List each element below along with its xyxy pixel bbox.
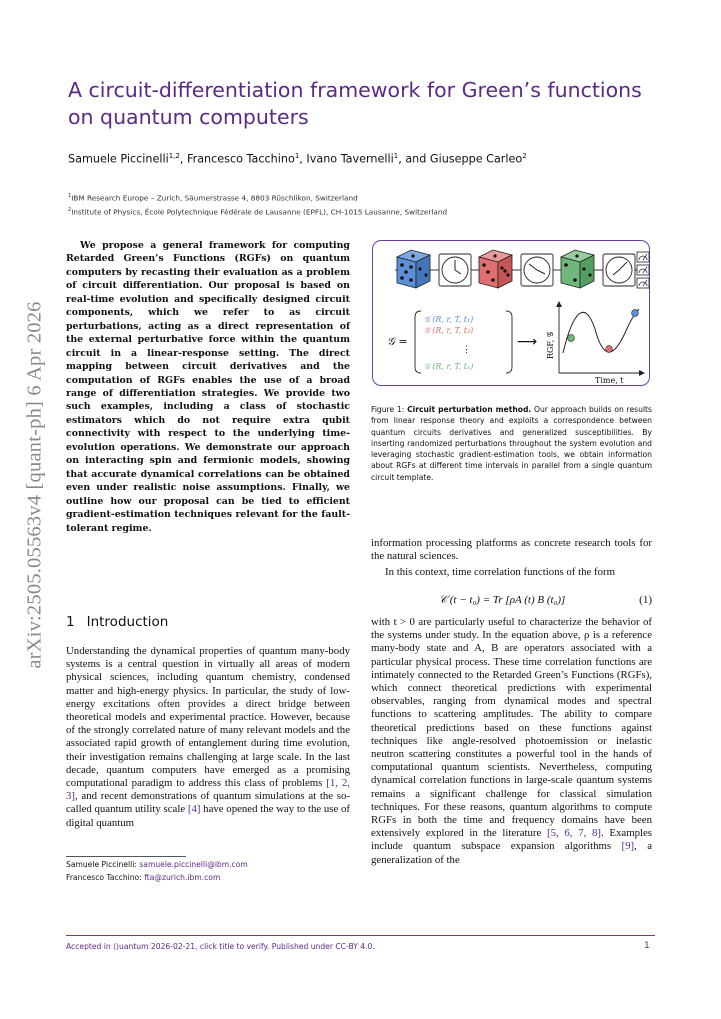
- y-axis-arrowhead: [556, 301, 562, 307]
- body-paragraph: In this context, time correlation functions of the form: [385, 566, 615, 578]
- section-number: 1: [66, 614, 75, 630]
- paragraph-text: with t > 0 are particularly useful to characterize the behavior of the systems under study. In the equation above, ρ is a reference many-body state and A, B are operators associated with a particular physical process. These time correlation functions are intimately connected to the Retarded Green’s Functions (RGFs), which connect theoretical predictions with experimental observables, ranging from dynamical modes and spectral functions to scattering amplitudes. The ability to compare theoretical predictions based on these functions against techniques like angle-resolved photoemission or inelastic neutron scattering constitutes a powerful tool in the hands of computational quantum scientists. Nevertheless, computing dynamical correlation functions in large-scale quantum systems remains a significant challenge for classical simulation techniques. For these reasons, quantum algorithms to compute RGFs in both the time and frequency domains have been extensively explored in the literature: [371, 616, 652, 840]
- arxiv-stamp-text: arXiv:2505.05563v4 [quant-ph] 6 Apr 2026: [23, 301, 46, 669]
- email-link[interactable]: samuele.piccinelli@ibm.com: [139, 860, 248, 869]
- blue-time-point: [632, 310, 639, 317]
- vector-entry-t1: 𝒢 (R, r, T, t₁): [424, 315, 474, 324]
- x-axis-arrowhead: [639, 370, 645, 376]
- citation-link[interactable]: [1, 2, 3]: [66, 777, 350, 803]
- author-affiliation-marker: 2: [522, 152, 527, 160]
- author-affiliation-marker: 1,2: [168, 152, 180, 160]
- email-link[interactable]: fta@zurich.ibm.com: [144, 873, 221, 882]
- author-name: Francesco Tacchino: [186, 152, 295, 166]
- author-name: Ivano Tavernelli: [306, 152, 394, 166]
- footnote-label: Samuele Piccinelli:: [66, 860, 140, 869]
- affiliation-text: IBM Research Europe – Zurich, Säumerstrasse 4, 8803 Rüschlikon, Switzerland: [71, 193, 358, 203]
- arxiv-identifier-stamp: [20, 290, 50, 680]
- paragraph-text: . Examples include quantum subspace expansion algorithms: [371, 827, 652, 853]
- caption-text: Our approach builds on results from linear response theory and exploits a correspondence between quantum circuits derivatives and generalized susceptibilities. By inserting randomized perturbations throughout the system evolution and leveraging stochastic gradient-estimation tools, we obtain information about RGFs at different time intervals in parallel from a single quantum circuit template.: [371, 405, 652, 482]
- introduction-paragraph: [66, 645, 350, 830]
- equation-number: (1): [639, 594, 652, 606]
- affiliation-line: [68, 193, 668, 202]
- abstract: We propose a general framework for computing Retarded Green’s Functions (RGFs) on quantum computers by recasting their evaluation as a problem of circuit differentiation. Our proposal is based on real-time evolution and specifically designed circuit components, which we refer to as circuit perturbations, acting as a direct representation of the external perturbative force within the quantum circuit in a linear-response setting. The direct mapping between circuit derivatives and the computation of RGFs enables the use of a broad range of differentiation strategies. We provide two such examples, including a class of stochastic estimators which do not require extra qubit connectivity with respect to the underlying time-evolution operations. We demonstrate our approach on interacting spin and fermionic models, showing that accurate dynamical correlations can be obtained even under realistic noise assumptions. Finally, we outline how our proposal can be tied to efficient gradient-estimation techniques relevant for the fault-tolerant regime.: [66, 240, 350, 534]
- rgf-curve: [563, 309, 639, 353]
- citation-link[interactable]: [5, 6, 7, 8]: [547, 827, 602, 840]
- author-separator: ,: [299, 152, 307, 166]
- page-number: 1: [644, 941, 650, 951]
- figure-1: [372, 240, 650, 386]
- author-name: Giuseppe Carleo: [429, 152, 523, 166]
- g-equals-symbol: 𝒢 =: [387, 335, 408, 348]
- footnote-divider: [66, 856, 186, 857]
- body-paragraph: [371, 616, 652, 867]
- affiliation-marker: 2: [68, 207, 72, 213]
- paragraph-text: have opened the way to the use of digital quantum: [66, 803, 350, 829]
- caption-title: Circuit perturbation method.: [407, 405, 532, 414]
- time-evolution-clock-icon: [439, 254, 471, 286]
- author-name: Samuele Piccinelli: [68, 152, 169, 166]
- equation-1: [371, 594, 652, 610]
- citation-link[interactable]: [9]: [621, 840, 635, 853]
- section-heading-introduction: [66, 614, 168, 630]
- figure-caption: [371, 404, 652, 483]
- footer-acceptance-note[interactable]: Accepted in ⟨⟩uantum 2026-02-21, click title to verify. Published under CC-BY 4.0.: [66, 942, 375, 951]
- plot-x-label: Time, t: [595, 376, 624, 385]
- body-paragraph: information processing platforms as concrete research tools for the natural sciences.: [371, 537, 652, 563]
- vector-entry-t2: 𝒢 (R, r, T, t₂): [424, 326, 474, 335]
- affiliation-text: Institute of Physics, École Polytechnique Fédérale de Lausanne (EPFL), CH-1015 Lausanne, Switzerland: [71, 207, 448, 217]
- time-evolution-clock-icon: [521, 254, 553, 286]
- vector-ellipsis: ⋮: [462, 345, 471, 355]
- paper-title[interactable]: A circuit-differentiation framework for Green’s functions on quantum computers: [68, 78, 642, 129]
- measurement-meter-icon: [637, 252, 649, 288]
- author-affiliation-marker: 1: [393, 152, 399, 160]
- author-list: [68, 152, 668, 166]
- author-separator: ,: [179, 152, 187, 166]
- blue-dice-icon: [397, 250, 430, 288]
- equation-body: 𝒞 (t − t₀) = Tr [ρA (t) B (t₀)]: [439, 594, 566, 606]
- author-affiliation-marker: 1: [294, 152, 300, 160]
- maps-to-arrow: ⟶: [517, 334, 538, 350]
- citation-link[interactable]: [4]: [187, 803, 201, 816]
- green-dice-icon: [561, 250, 594, 288]
- footnote-label: Francesco Tacchino:: [66, 873, 145, 882]
- paragraph-text: , a generalization of the: [371, 840, 652, 866]
- vector-right-bracket: [506, 311, 512, 373]
- footer-divider: [66, 935, 655, 936]
- paragraph-text: Understanding the dynamical properties of quantum many-body systems is a central question in virtually all areas of modern physical sciences, including quantum chemistry, condensed matter and high-energy physics. In particular, the study of low-energy excitations often provides a direct bridge between theoretical models and experimental practice. However, because of the strongly correlated nature of many relevant models and the associated rapid growth of entanglement during time evolution, their investigation remains challenging at large scale. In the last decade, quantum computers have emerged as a promising computational paradigm to address this class of problems: [66, 645, 350, 790]
- time-evolution-clock-icon: [603, 254, 635, 286]
- affiliation-line: [68, 207, 668, 216]
- red-time-point: [606, 346, 613, 353]
- section-title: Introduction: [86, 614, 169, 630]
- plot-y-label: RGF, 𝒢: [546, 331, 555, 359]
- vector-entry-tn: 𝒢 (R, r, T, tₙ): [424, 362, 474, 371]
- footnote-contact: [66, 873, 350, 882]
- red-dice-icon: [479, 250, 512, 288]
- vector-left-bracket: [415, 311, 421, 373]
- paragraph-text: , and recent demonstrations of quantum simulations at the so-called quantum utility scale: [66, 790, 350, 816]
- circuit-perturbation-figure: [373, 241, 651, 387]
- caption-label: Figure 1:: [371, 405, 408, 414]
- author-separator: , and: [398, 152, 430, 166]
- green-time-point: [568, 335, 575, 342]
- footnote-contact: [66, 860, 350, 869]
- affiliation-marker: 1: [68, 193, 72, 199]
